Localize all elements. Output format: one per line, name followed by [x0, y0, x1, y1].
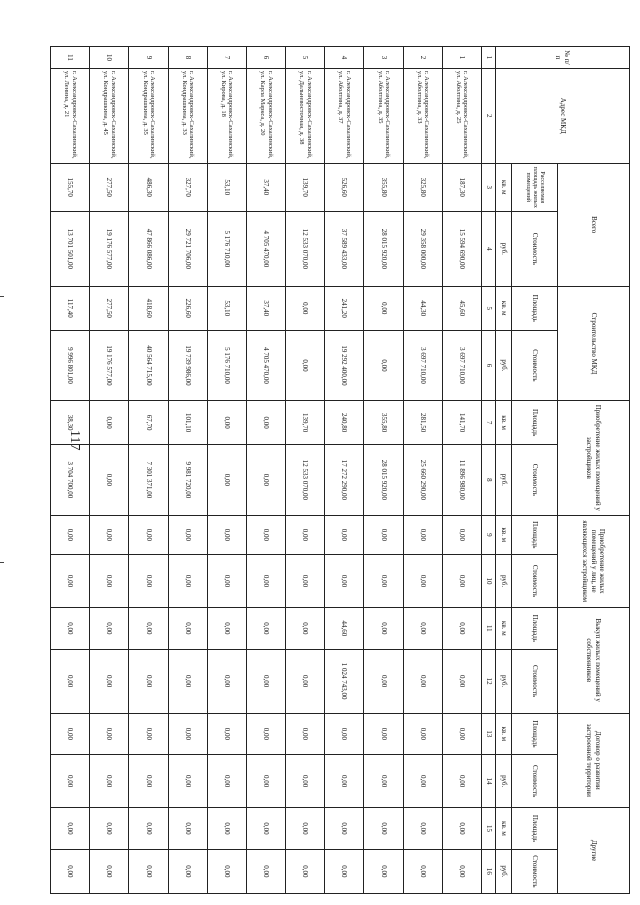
- cell-cost: 0,00: [90, 755, 129, 808]
- cell-area: 117,40: [51, 286, 90, 330]
- cell-area: 0,00: [51, 808, 90, 850]
- column-number: 9: [482, 515, 496, 555]
- cell-area: 0,00: [286, 515, 325, 555]
- cell-area: 0,00: [168, 713, 207, 755]
- cell-area: 53,10: [207, 286, 246, 330]
- cell-cost: 12 533 070,00: [286, 445, 325, 515]
- cell-cost: 19 176 577,00: [90, 211, 129, 286]
- cell-cost: 0,00: [364, 555, 403, 608]
- cell-area: 37,40: [246, 286, 285, 330]
- header-area: Площадь: [512, 515, 558, 555]
- cell-cost: 0,00: [286, 849, 325, 893]
- header-cost: Стоимость: [512, 445, 558, 515]
- unit-area: кв. м: [496, 515, 512, 555]
- row-number: 1: [442, 47, 481, 69]
- cell-area: 37,40: [246, 163, 285, 211]
- cell-cost: 0,00: [442, 555, 481, 608]
- cell-cost: 5 176 710,00: [207, 211, 246, 286]
- header-group-other: Другие: [558, 808, 630, 894]
- cell-cost: 0,00: [325, 555, 364, 608]
- cell-area: 0,00: [403, 607, 442, 649]
- cell-area: 0,00: [286, 286, 325, 330]
- cell-area: 0,00: [207, 713, 246, 755]
- cell-cost: 0,00: [403, 755, 442, 808]
- cell-cost: 0,00: [246, 849, 285, 893]
- cell-area: 0,00: [325, 808, 364, 850]
- row-address: г. Александровск-Сахалинский, ул. Дальневосточная, д. 38: [286, 68, 325, 163]
- table-row: [325, 47, 364, 894]
- cell-area: 0,00: [246, 401, 285, 445]
- cell-area: 0,00: [246, 808, 285, 850]
- cell-cost: 12 533 070,00: [286, 211, 325, 286]
- row-number: 2: [403, 47, 442, 69]
- cell-cost: 17 272 290,00: [325, 445, 364, 515]
- cell-cost: 0,00: [207, 755, 246, 808]
- cell-cost: 37 589 433,00: [325, 211, 364, 286]
- cell-cost: 9 996 801,00: [51, 330, 90, 400]
- cell-cost: 0,00: [207, 555, 246, 608]
- cell-area: 0,00: [325, 713, 364, 755]
- column-number: 5: [482, 286, 496, 330]
- cell-cost: 0,00: [168, 555, 207, 608]
- unit-cost: руб.: [496, 211, 512, 286]
- cell-area: 281,50: [403, 401, 442, 445]
- column-number: 16: [482, 849, 496, 893]
- cell-cost: 0,00: [364, 849, 403, 893]
- cell-area: 0,00: [207, 808, 246, 850]
- table-row: [286, 47, 325, 894]
- cell-cost: 19 176 577,00: [90, 330, 129, 400]
- cell-cost: 0,00: [168, 755, 207, 808]
- cell-area: 67,70: [129, 401, 168, 445]
- table-row: [207, 47, 246, 894]
- cell-area: 0,00: [51, 607, 90, 649]
- cell-cost: 0,00: [442, 755, 481, 808]
- table-row: [442, 47, 481, 894]
- cell-area: 0,00: [364, 286, 403, 330]
- column-number: 15: [482, 808, 496, 850]
- cell-cost: 0,00: [286, 755, 325, 808]
- unit-area: кв. м: [496, 607, 512, 649]
- margin-mark: [0, 296, 4, 297]
- cell-cost: 3 697 710,00: [442, 330, 481, 400]
- header-group-total: Всего: [558, 163, 630, 286]
- cell-cost: 0,00: [286, 555, 325, 608]
- table-row: [51, 47, 90, 894]
- cell-area: 0,00: [246, 607, 285, 649]
- header-area: Площадь: [512, 607, 558, 649]
- column-number: 11: [482, 607, 496, 649]
- row-number: 8: [168, 47, 207, 69]
- cell-area: 0,00: [246, 515, 285, 555]
- cell-cost: 0,00: [403, 555, 442, 608]
- row-address: г. Александровск-Сахалинский, ул. Аболтина, д. 37: [325, 68, 364, 163]
- cell-cost: 0,00: [207, 445, 246, 515]
- row-address: г. Александровск-Сахалинский, ул. Карла Маркса, д. 20: [246, 68, 285, 163]
- cell-area: 0,00: [129, 607, 168, 649]
- cell-cost: 0,00: [246, 649, 285, 713]
- cell-cost: 0,00: [364, 649, 403, 713]
- cell-area: 277,50: [90, 163, 129, 211]
- cell-area: 44,60: [325, 607, 364, 649]
- cell-area: 355,80: [364, 163, 403, 211]
- cell-cost: 0,00: [129, 755, 168, 808]
- cell-area: 187,30: [442, 163, 481, 211]
- rotated-table-container: [50, 46, 630, 894]
- column-number: 2: [482, 68, 496, 163]
- cell-area: 0,00: [364, 515, 403, 555]
- cell-area: 0,00: [442, 808, 481, 850]
- cell-area: 0,00: [286, 808, 325, 850]
- table-row: [90, 47, 129, 894]
- cell-cost: 1 024 743,00: [325, 649, 364, 713]
- header-cost: Стоимость: [512, 211, 558, 286]
- cell-cost: 0,00: [51, 849, 90, 893]
- header-area: Площадь: [512, 401, 558, 445]
- table-row: [168, 47, 207, 894]
- cell-cost: 0,00: [403, 849, 442, 893]
- unit-cost: руб.: [496, 445, 512, 515]
- row-number: 7: [207, 47, 246, 69]
- cell-cost: 25 660 290,00: [403, 445, 442, 515]
- cell-area: 38,30: [51, 401, 90, 445]
- cell-area: 0,00: [90, 515, 129, 555]
- cell-cost: 15 594 690,00: [442, 211, 481, 286]
- header-address: Адрес МКД: [496, 68, 630, 163]
- cell-area: 0,00: [364, 808, 403, 850]
- cell-cost: 7 301 371,00: [129, 445, 168, 515]
- cell-area: 0,00: [246, 713, 285, 755]
- cell-cost: 0,00: [364, 330, 403, 400]
- unit-area: кв. м: [496, 401, 512, 445]
- cell-area: 101,10: [168, 401, 207, 445]
- cell-area: 0,00: [286, 713, 325, 755]
- cell-area: 0,00: [207, 607, 246, 649]
- row-number: 10: [90, 47, 129, 69]
- cell-cost: 0,00: [168, 849, 207, 893]
- cell-cost: 0,00: [364, 755, 403, 808]
- cell-area: 0,00: [364, 713, 403, 755]
- cell-area: 0,00: [403, 808, 442, 850]
- header-area: Площадь: [512, 808, 558, 850]
- unit-area: кв. м: [496, 286, 512, 330]
- column-number: 14: [482, 755, 496, 808]
- row-address: г. Александровск-Сахалинский, ул. Ленина, д. 21: [51, 68, 90, 163]
- cell-cost: 9 981 720,00: [168, 445, 207, 515]
- header-resettle-area: Расселяемая площадь жилых помещений: [512, 163, 558, 211]
- cell-cost: 0,00: [246, 445, 285, 515]
- cell-cost: 0,00: [90, 555, 129, 608]
- column-number: 6: [482, 330, 496, 400]
- cell-area: 226,60: [168, 286, 207, 330]
- cell-cost: 0,00: [129, 849, 168, 893]
- header-number: № п/п: [496, 47, 630, 69]
- row-address: г. Александровск-Сахалинский, ул. Кирова, д. 18: [207, 68, 246, 163]
- row-number: 4: [325, 47, 364, 69]
- unit-cost: руб.: [496, 330, 512, 400]
- cell-cost: 0,00: [325, 849, 364, 893]
- margin-mark: [0, 562, 4, 563]
- cell-area: 526,60: [325, 163, 364, 211]
- unit-cost: руб.: [496, 649, 512, 713]
- cell-cost: 0,00: [168, 649, 207, 713]
- cell-area: 0,00: [286, 607, 325, 649]
- cell-area: 0,00: [403, 515, 442, 555]
- cell-area: 0,00: [168, 808, 207, 850]
- cell-area: 0,00: [129, 713, 168, 755]
- cell-area: 0,00: [51, 713, 90, 755]
- column-number: 1: [482, 47, 496, 69]
- row-address: г. Александровск-Сахалинский, ул. Аболтина, д. 25: [442, 68, 481, 163]
- cell-area: 0,00: [168, 607, 207, 649]
- column-number: 13: [482, 713, 496, 755]
- cell-cost: 0,00: [129, 555, 168, 608]
- cell-area: 325,80: [403, 163, 442, 211]
- cell-cost: 0,00: [442, 849, 481, 893]
- cell-cost: 5 176 710,00: [207, 330, 246, 400]
- row-number: 9: [129, 47, 168, 69]
- cell-area: 155,70: [51, 163, 90, 211]
- header-cost: Стоимость: [512, 330, 558, 400]
- header-area: Площадь: [512, 713, 558, 755]
- unit-area: кв. м: [496, 713, 512, 755]
- cell-area: 240,80: [325, 401, 364, 445]
- table-row: [129, 47, 168, 894]
- cell-area: 0,00: [129, 808, 168, 850]
- cell-area: 0,00: [207, 401, 246, 445]
- cell-cost: 0,00: [51, 555, 90, 608]
- cell-area: 0,00: [364, 607, 403, 649]
- unit-area: кв. м: [496, 163, 512, 211]
- resettlement-table: [50, 46, 630, 894]
- cell-cost: 0,00: [129, 649, 168, 713]
- cell-area: 327,70: [168, 163, 207, 211]
- column-number: 4: [482, 211, 496, 286]
- cell-cost: 4 705 470,00: [246, 330, 285, 400]
- header-area: Площадь: [512, 286, 558, 330]
- cell-cost: 0,00: [207, 849, 246, 893]
- cell-area: 0,00: [403, 713, 442, 755]
- cell-cost: 28 015 920,00: [364, 445, 403, 515]
- cell-cost: 0,00: [51, 649, 90, 713]
- header-cost: Стоимость: [512, 849, 558, 893]
- cell-cost: 0,00: [442, 649, 481, 713]
- cell-area: 0,00: [442, 713, 481, 755]
- row-number: 11: [51, 47, 90, 69]
- cell-area: 141,70: [442, 401, 481, 445]
- cell-cost: 0,00: [246, 755, 285, 808]
- cell-area: 277,50: [90, 286, 129, 330]
- row-address: г. Александровск-Сахалинский, ул. Кондрашкина, д. 35: [129, 68, 168, 163]
- cell-area: 0,00: [325, 515, 364, 555]
- column-number: 12: [482, 649, 496, 713]
- header-group-development-agreement: Договор о развитии застроенной территории: [558, 713, 630, 808]
- header-cost: Стоимость: [512, 755, 558, 808]
- cell-area: 44,30: [403, 286, 442, 330]
- cell-area: 418,60: [129, 286, 168, 330]
- row-number: 3: [364, 47, 403, 69]
- row-number: 5: [286, 47, 325, 69]
- cell-cost: 29 358 000,00: [403, 211, 442, 286]
- table-body: [51, 47, 482, 894]
- column-number: 8: [482, 445, 496, 515]
- cell-area: 0,00: [442, 607, 481, 649]
- header-cost: Стоимость: [512, 649, 558, 713]
- cell-area: 139,70: [286, 401, 325, 445]
- cell-area: 0,00: [207, 515, 246, 555]
- unit-cost: руб.: [496, 849, 512, 893]
- table-row: [403, 47, 442, 894]
- cell-cost: 28 015 920,00: [364, 211, 403, 286]
- cell-cost: 0,00: [51, 755, 90, 808]
- cell-cost: 47 866 086,00: [129, 211, 168, 286]
- cell-area: 45,60: [442, 286, 481, 330]
- cell-cost: 19 292 400,00: [325, 330, 364, 400]
- row-address: г. Александровск-Сахалинский, ул. Кондрашкина, д. 45: [90, 68, 129, 163]
- cell-cost: 11 896 980,00: [442, 445, 481, 515]
- page-number: 117: [67, 430, 82, 451]
- cell-cost: 29 721 706,00: [168, 211, 207, 286]
- header-group-developers: Приобретение жилых помещений у застройщиков: [558, 401, 630, 515]
- cell-cost: 0,00: [286, 330, 325, 400]
- cell-cost: 4 705 470,00: [246, 211, 285, 286]
- cell-area: 0,00: [90, 713, 129, 755]
- column-number: 7: [482, 401, 496, 445]
- unit-area: кв. м: [496, 808, 512, 850]
- header-group-construction: Строительство МКД: [558, 286, 630, 400]
- cell-cost: 0,00: [325, 755, 364, 808]
- cell-area: 355,80: [364, 401, 403, 445]
- unit-cost: руб.: [496, 555, 512, 608]
- cell-cost: 0,00: [207, 649, 246, 713]
- table-row: [364, 47, 403, 894]
- header-group-buyout: Выкуп жилых помещений у собственников: [558, 607, 630, 713]
- cell-cost: 0,00: [90, 649, 129, 713]
- cell-area: 486,30: [129, 163, 168, 211]
- cell-area: 0,00: [90, 401, 129, 445]
- cell-cost: 40 564 715,00: [129, 330, 168, 400]
- row-address: г. Александровск-Сахалинский, ул. Аболтина, д. 33: [403, 68, 442, 163]
- row-address: г. Александровск-Сахалинский, ул. Кондрашкина, д. 33: [168, 68, 207, 163]
- cell-area: 0,00: [51, 515, 90, 555]
- cell-cost: 3 704 700,00: [51, 445, 90, 515]
- cell-cost: 0,00: [246, 555, 285, 608]
- cell-cost: 19 739 986,00: [168, 330, 207, 400]
- cell-area: 0,00: [90, 808, 129, 850]
- cell-area: 53,10: [207, 163, 246, 211]
- cell-cost: 0,00: [286, 649, 325, 713]
- cell-cost: 3 697 710,00: [403, 330, 442, 400]
- cell-cost: 0,00: [90, 849, 129, 893]
- cell-cost: 13 701 501,00: [51, 211, 90, 286]
- cell-area: 139,70: [286, 163, 325, 211]
- cell-cost: 0,00: [90, 445, 129, 515]
- cell-area: 0,00: [442, 515, 481, 555]
- cell-area: 0,00: [90, 607, 129, 649]
- header-group-non-developers: Приобретение жилых помещений у лиц, не являющихся застройщиком: [558, 515, 630, 607]
- cell-cost: 0,00: [403, 649, 442, 713]
- table-row: [246, 47, 285, 894]
- cell-area: 0,00: [129, 515, 168, 555]
- cell-area: 0,00: [168, 515, 207, 555]
- unit-cost: руб.: [496, 755, 512, 808]
- column-number: 10: [482, 555, 496, 608]
- row-address: г. Александровск-Сахалинский, ул. Аболтина, д. 35: [364, 68, 403, 163]
- column-number: 3: [482, 163, 496, 211]
- header-cost: Стоимость: [512, 555, 558, 608]
- row-number: 6: [246, 47, 285, 69]
- cell-area: 241,20: [325, 286, 364, 330]
